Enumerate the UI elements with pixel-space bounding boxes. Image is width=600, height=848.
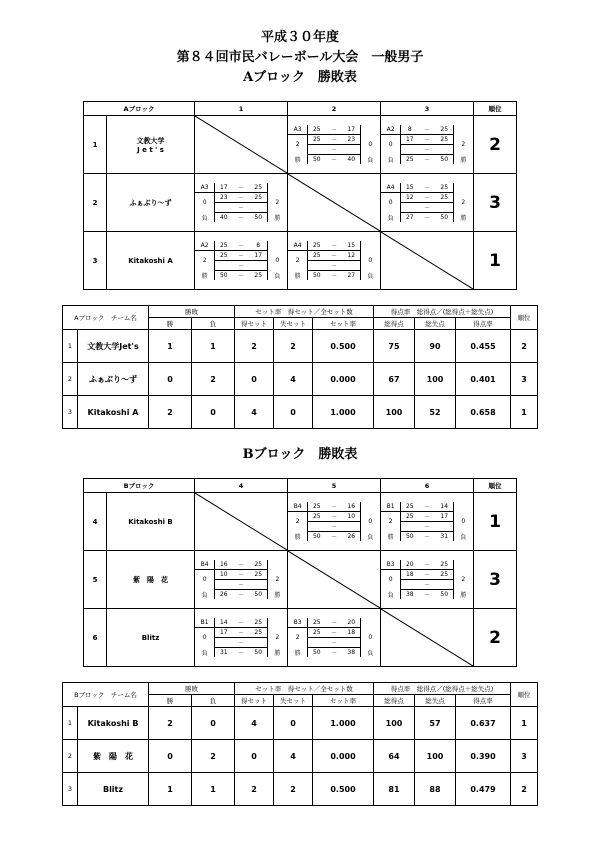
sets-won: 0 (381, 193, 401, 213)
table-cell: 4 (235, 707, 274, 740)
match-result: B3 20 － 25 0 18 － 25 2 － 負 38 － 50 勝 (381, 560, 473, 599)
sets-won: 2 (195, 251, 215, 271)
sets-won: 2 (288, 135, 308, 155)
set-score-right: 25 (250, 183, 267, 193)
set-score-right: 16 (343, 502, 360, 512)
set-score-left: 25 (308, 251, 325, 261)
set-score-left: 25 (401, 512, 418, 522)
team-column-header: Bブロック チーム名 (63, 683, 149, 707)
team-name: 文教大学Jet's (78, 330, 149, 363)
total-right: 26 (343, 532, 360, 542)
table-cell: 1 (63, 707, 78, 740)
team-rank: 2 (474, 116, 517, 174)
set-score-left: 25 (308, 241, 325, 251)
sets-lost: 2 (461, 199, 466, 206)
table-cell: 2 (235, 773, 274, 806)
table-cell: セット率 (313, 318, 374, 330)
table-cell: 2 (63, 740, 78, 773)
result-left: 負 (381, 213, 401, 223)
result-left: 勝 (381, 532, 401, 542)
sets-lost: 2 (461, 141, 466, 148)
total-right: 31 (436, 532, 453, 542)
table-cell: 64 (374, 740, 415, 773)
winloss-header: 勝敗 (149, 683, 235, 695)
set-score-left: 25 (308, 502, 325, 512)
result-right: 負 (274, 272, 281, 280)
team-name (107, 174, 195, 232)
team-name-line1: ふぁぶり～ず (129, 198, 172, 207)
table-cell: 1.000 (313, 396, 374, 429)
table-row (63, 740, 538, 773)
table-cell: 失セット (274, 318, 313, 330)
match-code: B4 (195, 560, 215, 570)
match-result: B4 16 － 25 0 10 － 25 2 － 負 26 － 50 勝 (195, 560, 287, 599)
match-result: B1 25 － 14 2 25 － 17 0 － 勝 50 － 31 負 (381, 502, 473, 541)
team-name-line1: Blitz (141, 633, 160, 642)
sets-won: 2 (288, 512, 308, 532)
match-result: A2 25 － 8 2 25 － 17 0 － 勝 50 － 25 負 (195, 241, 287, 280)
set-score-left: 17 (401, 135, 418, 145)
total-right: 50 (436, 213, 453, 223)
match-result: B3 25 － 20 2 25 － 18 0 － 勝 50 － 38 負 (288, 618, 380, 657)
table-cell: 1 (149, 773, 192, 806)
result-left: 負 (195, 648, 215, 658)
diagonal-cell (195, 493, 288, 551)
table-cell: 67 (374, 363, 415, 396)
total-right: 50 (250, 590, 267, 600)
set-score-left: 12 (401, 193, 418, 203)
set-score-right: 25 (250, 560, 267, 570)
table-cell: 総得点 (374, 318, 415, 330)
table-cell: 0.500 (313, 330, 374, 363)
set-score-left: 25 (308, 135, 325, 145)
table-row (63, 396, 538, 429)
team-rank: 2 (474, 609, 517, 667)
set-score-right: 25 (436, 125, 453, 135)
rank-header: 順位 (511, 683, 538, 707)
block-label: Aブロック (84, 102, 195, 116)
table-cell: 0 (192, 707, 235, 740)
team-rank: 3 (474, 174, 517, 232)
table-cell: 1 (149, 330, 192, 363)
table-cell: 0.500 (313, 773, 374, 806)
team-name-line1: 文教大学 (136, 136, 165, 145)
set-score-left: 25 (215, 241, 232, 251)
rank-header: 順位 (511, 306, 538, 330)
table-cell: 総失点 (415, 695, 456, 707)
set-score-left: 18 (401, 570, 418, 580)
set-score-right: 12 (343, 251, 360, 261)
column-label: 4 (195, 479, 288, 493)
team-name: Blitz (78, 773, 149, 806)
match-code: B4 (288, 502, 308, 512)
set-score-right: 23 (343, 135, 360, 145)
set-score-right: 17 (343, 125, 360, 135)
match-code: A3 (195, 183, 215, 193)
setrate-header: セット率 得セット／全セット数 (235, 683, 374, 695)
table-cell: 100 (415, 740, 456, 773)
set-score-right: 25 (250, 570, 267, 580)
table-cell: 2 (274, 773, 313, 806)
table-cell: 0.390 (456, 740, 511, 773)
table-cell: 2 (511, 773, 538, 806)
table-cell: 0 (149, 363, 192, 396)
team-name: ふぁぶり～ず (78, 363, 149, 396)
match-result: B1 14 － 25 0 17 － 25 2 － 負 31 － 50 勝 (195, 618, 287, 657)
table-cell: 2 (235, 330, 274, 363)
team-name-line2: J e t ' s (137, 145, 164, 154)
total-left: 26 (219, 591, 228, 598)
set-score-right: 25 (436, 135, 453, 145)
team-number: 1 (84, 116, 107, 174)
sets-lost: 2 (461, 576, 466, 583)
match-code: A4 (288, 241, 308, 251)
table-cell: 0.479 (456, 773, 511, 806)
set-score-right: 20 (343, 618, 360, 628)
header-line-2: 第８４回市民バレーボール大会 一般男子 (176, 50, 424, 65)
match-code: B3 (381, 560, 401, 570)
team-number: 5 (84, 551, 107, 609)
sets-lost: 0 (275, 257, 280, 264)
table-cell: 1 (192, 330, 235, 363)
table-cell: 負 (192, 695, 235, 707)
match-code: A2 (195, 241, 215, 251)
table-cell: 2 (511, 330, 538, 363)
team-name (107, 493, 195, 551)
sets-won: 2 (381, 512, 401, 532)
result-right: 勝 (460, 214, 467, 222)
set-score-right: 25 (436, 193, 453, 203)
match-code: A2 (381, 125, 401, 135)
table-cell: 88 (415, 773, 456, 806)
team-number: 2 (84, 174, 107, 232)
result-right: 負 (367, 156, 374, 164)
match-result: A4 25 － 15 2 25 － 12 0 － 勝 50 － 27 負 (288, 241, 380, 280)
team-rank: 3 (474, 551, 517, 609)
table-cell: 2 (274, 330, 313, 363)
total-right: 25 (250, 271, 267, 281)
set-score-left: 25 (308, 125, 325, 135)
total-right: 27 (343, 271, 360, 281)
table-cell: 1.000 (313, 707, 374, 740)
table-cell: 57 (415, 707, 456, 740)
table-cell: 失セット (274, 695, 313, 707)
team-number: 3 (84, 232, 107, 290)
match-result: A4 15 － 25 0 12 － 25 2 － 負 27 － 50 勝 (381, 183, 473, 222)
team-name-line1: Kitakoshi B (128, 517, 173, 526)
result-right: 負 (367, 272, 374, 280)
table-cell: 0.401 (456, 363, 511, 396)
result-left: 勝 (288, 271, 308, 281)
table-row (63, 773, 538, 806)
sets-won: 0 (381, 570, 401, 590)
table-cell: 0 (235, 740, 274, 773)
team-number: 4 (84, 493, 107, 551)
total-right: 50 (250, 648, 267, 658)
sets-won: 0 (195, 570, 215, 590)
table-cell: 100 (374, 707, 415, 740)
set-score-left: 25 (308, 618, 325, 628)
table-cell: 総得点 (374, 695, 415, 707)
set-score-left: 15 (401, 183, 418, 193)
set-score-left: 25 (308, 512, 325, 522)
result-left: 負 (195, 590, 215, 600)
result-right: 負 (367, 533, 374, 541)
sets-lost: 0 (368, 518, 373, 525)
set-score-left: 20 (401, 560, 418, 570)
total-left: 50 (312, 156, 321, 163)
rank-header: 順位 (474, 479, 517, 493)
total-left: 50 (312, 272, 321, 279)
table-cell: 0.637 (456, 707, 511, 740)
sets-lost: 0 (368, 257, 373, 264)
total-left: 50 (219, 272, 228, 279)
match-code: B1 (381, 502, 401, 512)
sets-won: 2 (288, 628, 308, 648)
total-left: 50 (405, 533, 414, 540)
table-cell: 4 (274, 740, 313, 773)
match-code: B3 (288, 618, 308, 628)
team-column-header: Aブロック チーム名 (63, 306, 149, 330)
team-name-line1: 紫 陽 花 (133, 575, 168, 584)
total-left: 27 (405, 214, 414, 221)
result-right: 負 (367, 649, 374, 657)
column-label: 2 (288, 102, 381, 116)
result-right: 勝 (460, 591, 467, 599)
diagonal-cell (381, 609, 474, 667)
table-cell: 3 (511, 740, 538, 773)
table-cell: 2 (192, 363, 235, 396)
table-cell: 1 (511, 707, 538, 740)
table-cell: 2 (192, 740, 235, 773)
set-score-right: 17 (436, 512, 453, 522)
set-score-right: 15 (343, 241, 360, 251)
total-right: 40 (343, 155, 360, 165)
team-name (107, 551, 195, 609)
set-score-left: 14 (215, 618, 232, 628)
set-score-left: 8 (401, 125, 418, 135)
table-cell: 0.000 (313, 363, 374, 396)
pointrate-header: 得点率 総得点／(総得点＋総失点) (374, 306, 511, 318)
table-cell: 3 (511, 363, 538, 396)
sets-lost: 2 (275, 576, 280, 583)
table-cell: 4 (274, 363, 313, 396)
sets-won: 0 (195, 193, 215, 213)
match-result: A2 8 － 25 0 17 － 25 2 － 負 25 － 50 勝 (381, 125, 473, 164)
total-right: 50 (436, 155, 453, 165)
table-cell: 100 (374, 396, 415, 429)
pointrate-header: 得点率 総得点／(総得点＋総失点) (374, 683, 511, 695)
table-cell: 3 (63, 396, 78, 429)
set-score-right: 17 (250, 251, 267, 261)
set-score-left: 17 (215, 628, 232, 638)
match-code: B1 (195, 618, 215, 628)
table-cell: 52 (415, 396, 456, 429)
set-score-left: 23 (215, 193, 232, 203)
table-cell: 0 (274, 707, 313, 740)
diagonal-cell (288, 174, 381, 232)
team-name (107, 116, 195, 174)
table-row (63, 363, 538, 396)
total-left: 50 (312, 533, 321, 540)
table-cell: 2 (63, 363, 78, 396)
set-score-left: 25 (401, 502, 418, 512)
team-rank: 1 (474, 493, 517, 551)
header-line-1: 平成３０年度 (260, 30, 339, 45)
table-cell: 得点率 (456, 695, 511, 707)
rank-header: 順位 (474, 102, 517, 116)
total-left: 38 (405, 591, 414, 598)
column-label: 5 (288, 479, 381, 493)
total-right: 50 (250, 213, 267, 223)
diagonal-cell (195, 116, 288, 174)
table-cell: 得セット (235, 318, 274, 330)
total-left: 40 (219, 214, 228, 221)
set-score-right: 8 (250, 241, 267, 251)
team-rank: 1 (474, 232, 517, 290)
table-cell: 0 (149, 740, 192, 773)
result-left: 勝 (288, 648, 308, 658)
team-name: Kitakoshi A (78, 396, 149, 429)
table-cell: 1 (63, 330, 78, 363)
total-right: 50 (436, 590, 453, 600)
table-cell: 0 (235, 363, 274, 396)
table-cell: 2 (149, 707, 192, 740)
table-cell: 4 (235, 396, 274, 429)
total-right: 38 (343, 648, 360, 658)
team-name: Kitakoshi B (78, 707, 149, 740)
sets-lost: 0 (368, 141, 373, 148)
result-left: 勝 (195, 271, 215, 281)
table-cell: 2 (149, 396, 192, 429)
table-cell: 3 (63, 773, 78, 806)
set-score-left: 25 (308, 628, 325, 638)
set-score-left: 16 (215, 560, 232, 570)
column-label: 6 (381, 479, 474, 493)
table-row (63, 330, 538, 363)
team-name (107, 232, 195, 290)
match-code: A3 (288, 125, 308, 135)
set-score-right: 25 (436, 560, 453, 570)
sets-lost: 0 (461, 518, 466, 525)
set-score-right: 10 (343, 512, 360, 522)
table-cell: 得点率 (456, 318, 511, 330)
total-left: 50 (312, 649, 321, 656)
setrate-header: セット率 得セット／全セット数 (235, 306, 374, 318)
table-cell: 0.000 (313, 740, 374, 773)
sets-won: 0 (195, 628, 215, 648)
team-name-line1: Kitakoshi A (128, 256, 173, 265)
set-score-left: 10 (215, 570, 232, 580)
sets-won: 2 (288, 251, 308, 271)
match-result: B4 25 － 16 2 25 － 10 0 － 勝 50 － 26 負 (288, 502, 380, 541)
result-left: 勝 (288, 155, 308, 165)
header-line-3: Aブロック 勝敗表 (243, 70, 357, 85)
diagonal-cell (288, 551, 381, 609)
table-cell: 81 (374, 773, 415, 806)
set-score-right: 18 (343, 628, 360, 638)
table-cell: 90 (415, 330, 456, 363)
result-left: 負 (381, 155, 401, 165)
set-score-right: 25 (250, 618, 267, 628)
table-cell: 負 (192, 318, 235, 330)
table-cell: 1 (192, 773, 235, 806)
total-left: 25 (405, 156, 414, 163)
match-result: A3 25 － 17 2 25 － 23 0 － 勝 50 － 40 負 (288, 125, 380, 164)
set-score-right: 25 (436, 570, 453, 580)
result-left: 勝 (288, 532, 308, 542)
table-cell: セット率 (313, 695, 374, 707)
table-cell: 得セット (235, 695, 274, 707)
result-right: 勝 (274, 214, 281, 222)
table-cell: 100 (415, 363, 456, 396)
table-cell: 勝 (149, 695, 192, 707)
result-right: 負 (460, 533, 467, 541)
set-score-left: 17 (215, 183, 232, 193)
table-cell: 75 (374, 330, 415, 363)
sets-lost: 0 (368, 634, 373, 641)
set-score-right: 25 (250, 193, 267, 203)
diagonal-cell (381, 232, 474, 290)
team-number: 6 (84, 609, 107, 667)
table-cell: 0.658 (456, 396, 511, 429)
block-label: Bブロック (84, 479, 195, 493)
result-left: 負 (195, 213, 215, 223)
team-name (107, 609, 195, 667)
set-score-left: 25 (215, 251, 232, 261)
table-row (63, 707, 538, 740)
sets-lost: 2 (275, 199, 280, 206)
team-name: 紫 陽 花 (78, 740, 149, 773)
sets-lost: 2 (275, 634, 280, 641)
table-cell: 1 (511, 396, 538, 429)
table-cell: 総失点 (415, 318, 456, 330)
block-b-title: Bブロック 勝敗表 (242, 447, 358, 462)
result-right: 勝 (274, 649, 281, 657)
sets-won: 0 (381, 135, 401, 155)
table-cell: 0 (274, 396, 313, 429)
column-label: 3 (381, 102, 474, 116)
set-score-right: 14 (436, 502, 453, 512)
result-right: 勝 (274, 591, 281, 599)
match-result: A3 17 － 25 0 23 － 25 2 － 負 40 － 50 勝 (195, 183, 287, 222)
total-left: 31 (219, 649, 228, 656)
column-label: 1 (195, 102, 288, 116)
set-score-right: 25 (250, 628, 267, 638)
winloss-header: 勝敗 (149, 306, 235, 318)
table-cell: 0.455 (456, 330, 511, 363)
table-cell: 0 (192, 396, 235, 429)
match-code: A4 (381, 183, 401, 193)
result-right: 勝 (460, 156, 467, 164)
table-cell: 勝 (149, 318, 192, 330)
set-score-right: 25 (436, 183, 453, 193)
result-left: 負 (381, 590, 401, 600)
